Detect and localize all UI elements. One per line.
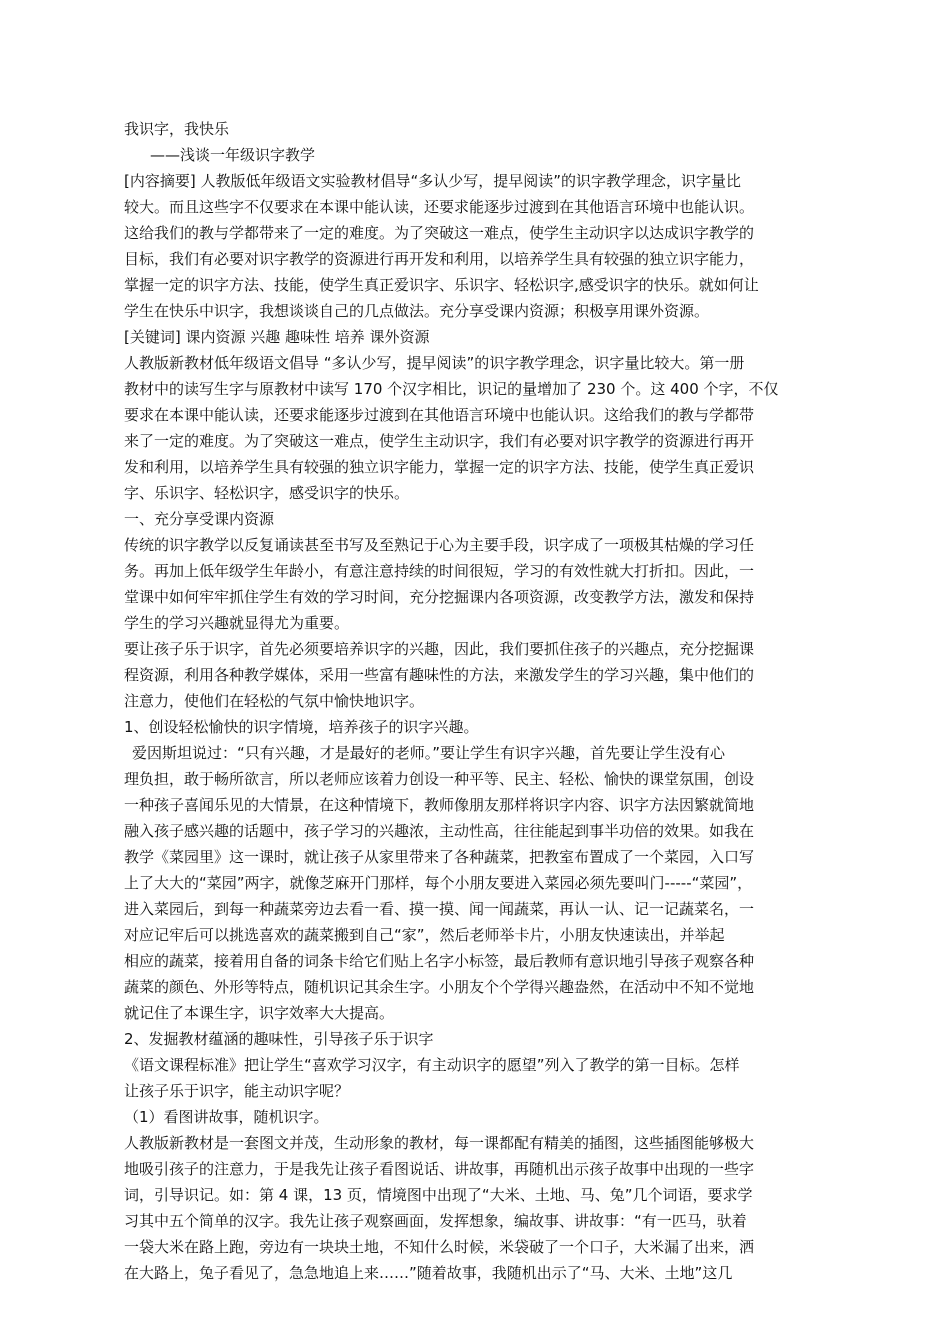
paragraph-line: 教材中的读写生字与原教材中读写 170 个汉字相比，识记的量增加了 230 个。这 400 个字，不仅 [124, 380, 779, 398]
abstract-line: 目标，我们有必要对识字教学的资源进行再开发和利用，以培养学生具有较强的独立识字能力， [124, 250, 755, 268]
paragraph-line: 学生的学习兴趣就显得尤为重要。 [124, 614, 350, 632]
paragraph-line: 进入菜园后，到每一种蔬菜旁边去看一看、摸一摸、闻一闻蔬菜，再认一认、记一记蔬菜名，一 [124, 900, 755, 918]
section1-paragraph-1 [124, 532, 844, 636]
paragraph-line: 一袋大米在路上跑，旁边有一块块土地，不知什么时候，米袋破了一个口子，大米漏了出来，洒 [124, 1238, 755, 1256]
abstract-line: 学生在快乐中识字，我想谈谈自己的几点做法。充分享受课内资源；积极享用课外资源。 [124, 302, 710, 320]
abstract-line: 这给我们的教与学都带来了一定的难度。为了突破这一难点，使学生主动识字以达成识字教学的 [124, 224, 755, 242]
abstract [124, 168, 844, 324]
paragraph-line: 在大路上，兔子看见了，急急地追上来……”随着故事，我随机出示了“马、大米、土地”这几 [124, 1264, 733, 1282]
paragraph-line: 来了一定的难度。为了突破这一难点，使学生主动识字，我们有必要对识字教学的资源进行再开 [124, 432, 755, 450]
paragraph-line: 相应的蔬菜，接着用自备的词条卡给它们贴上名字小标签，最后教师有意识地引导孩子观察各种 [124, 952, 755, 970]
section1-paragraph-2 [124, 636, 844, 714]
paragraph-line: 字、乐识字、轻松识字，感受识字的快乐。 [124, 484, 410, 502]
section-heading: 一、充分享受课内资源 [124, 510, 275, 528]
subsection-heading: 2、发掘教材蕴涵的趣味性，引导孩子乐于识字 [124, 1030, 434, 1048]
paragraph-line: 务。再加上低年级学生年龄小，有意注意持续的时间很短，学习的有效性就大打折扣。因此，一 [124, 562, 755, 580]
paragraph-line: 爱因斯坦说过：“只有兴趣，才是最好的老师。”要让学生有识字兴趣，首先要让学生没有心 [132, 744, 726, 762]
paragraph-line: 理负担，敢于畅所欲言，所以老师应该着力创设一种平等、民主、轻松、愉快的课堂氛围，创设 [124, 770, 755, 788]
document-page [124, 116, 844, 1286]
paragraph-line: 人教版新教材低年级语文倡导 “多认少写，提早阅读”的识字教学理念，识字量比较大。第一册 [124, 354, 745, 372]
paragraph-line: 上了大大的“菜园”两字，就像芝麻开门那样，每个小朋友要进入菜园必须先要叫门-----“菜园”， [124, 874, 753, 892]
paragraph-line: 程资源，利用各种教学媒体，采用一些富有趣味性的方法，来激发学生的学习兴趣，集中他们的 [124, 666, 755, 684]
abstract-line: 较大。而且这些字不仅要求在本课中能认读，还要求能逐步过渡到在其他语言环境中也能认识。 [124, 198, 755, 216]
document-title: 我识字，我快乐 [124, 120, 230, 138]
paragraph-line: 要求在本课中能认读，还要求能逐步过渡到在其他语言环境中也能认识。这给我们的教与学都带 [124, 406, 755, 424]
paragraph-line: 地吸引孩子的注意力，于是我先让孩子看图说话、讲故事，再随机出示孩子故事中出现的一些字 [124, 1160, 755, 1178]
abstract-line: 掌握一定的识字方法、技能，使学生真正爱识字、乐识字、轻松识字,感受识字的快乐。就如何让 [124, 276, 759, 294]
paragraph-line: 人教版新教材是一套图文并茂，生动形象的教材，每一课都配有精美的插图，这些插图能够极大 [124, 1134, 755, 1152]
paragraph-line: 堂课中如何牢牢抓住学生有效的学习时间，充分挖掘课内各项资源，改变教学方法，激发和保持 [124, 588, 755, 606]
paragraph-line: 发和利用，以培养学生具有较强的独立识字能力，掌握一定的识字方法、技能，使学生真正爱识 [124, 458, 755, 476]
paragraph-line: 融入孩子感兴趣的话题中，孩子学习的兴趣浓，主动性高，往往能起到事半功倍的效果。如我在 [124, 822, 755, 840]
document-subtitle: ——浅谈一年级识字教学 [150, 146, 316, 164]
subsection-heading: 1、创设轻松愉快的识字情境，培养孩子的识字兴趣。 [124, 718, 479, 736]
subsection-heading: （1）看图讲故事，随机识字。 [124, 1108, 329, 1126]
paragraph-line: 就记住了本课生字，识字效率大大提高。 [124, 1004, 395, 1022]
keywords: [关键词] 课内资源 兴趣 趣味性 培养 课外资源 [124, 328, 430, 346]
paragraph-line: 《语文课程标准》把让学生“喜欢学习汉字，有主动识字的愿望”列入了教学的第一目标。怎样 [124, 1056, 740, 1074]
paragraph-line: 习其中五个简单的汉字。我先让孩子观察画面，发挥想象，编故事、讲故事：“有一匹马，驮着 [124, 1212, 747, 1230]
paragraph-line: 对应记牢后可以挑选喜欢的蔬菜搬到自己“家”，然后老师举卡片，小朋友快速读出，并举起 [124, 926, 725, 944]
paragraph-line: 一种孩子喜闻乐见的大情景，在这种情境下，教师像朋友那样将识字内容、识字方法因繁就简地 [124, 796, 755, 814]
abstract-line: [内容摘要] 人教版低年级语文实验教材倡导“多认少写，提早阅读”的识字教学理念，识字量比 [124, 172, 742, 190]
paragraph-line: 蔬菜的颜色、外形等特点，随机识记其余生字。小朋友个个学得兴趣盎然，在活动中不知不觉地 [124, 978, 755, 996]
subsection1-paragraph [124, 740, 844, 1026]
paragraph-line: 教学《菜园里》这一课时，就让孩子从家里带来了各种蔬菜，把教室布置成了一个菜园，入口写 [124, 848, 755, 866]
paragraph-line: 词，引导识记。如：第 4 课，13 页，情境图中出现了“大米、土地、马、兔”几个词语，要求学 [124, 1186, 753, 1204]
paragraph-line: 注意力，使他们在轻松的气氛中愉快地识字。 [124, 692, 425, 710]
paragraph-line: 传统的识字教学以反复诵读甚至书写及至熟记于心为主要手段，识字成了一项极其枯燥的学习任 [124, 536, 755, 554]
paragraph-line: 要让孩子乐于识字，首先必须要培养识字的兴趣，因此，我们要抓住孩子的兴趣点，充分挖掘课 [124, 640, 755, 658]
intro-paragraph [124, 350, 844, 506]
subsection2-1-paragraph [124, 1130, 844, 1286]
paragraph-line: 让孩子乐于识字，能主动识字呢？ [124, 1082, 350, 1100]
subsection2-paragraph [124, 1052, 844, 1104]
